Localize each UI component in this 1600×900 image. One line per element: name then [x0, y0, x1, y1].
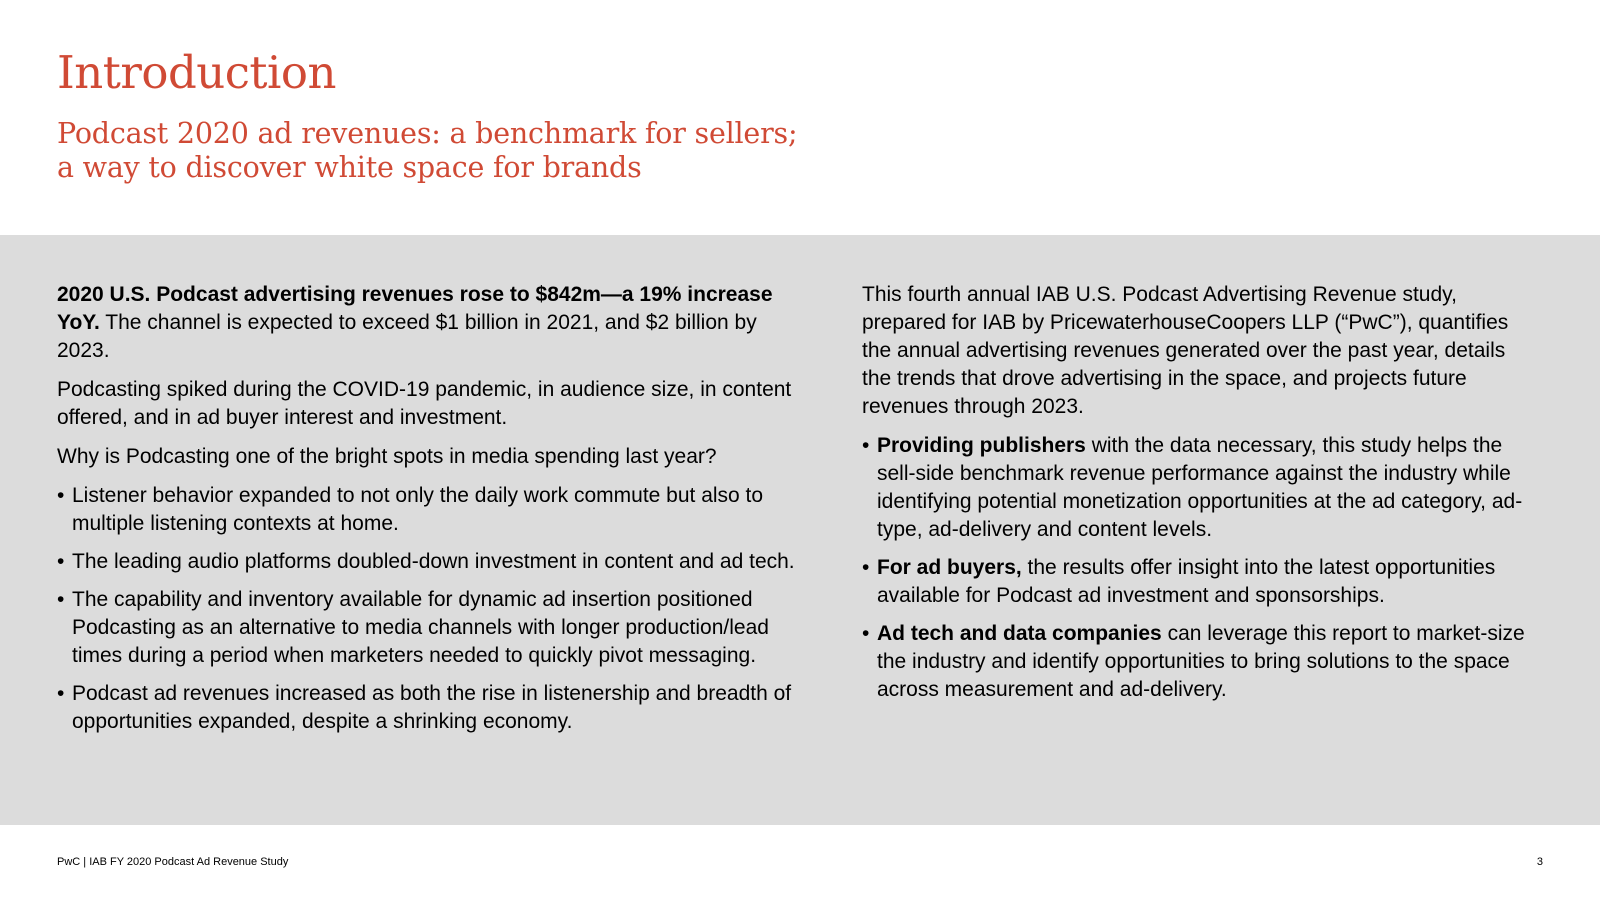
list-item-bold: Providing publishers — [877, 434, 1086, 457]
list-item — [862, 620, 1532, 704]
bullet-icon: • — [862, 434, 870, 457]
list-item — [57, 586, 802, 670]
right-paragraph-1: This fourth annual IAB U.S. Podcast Advertising Revenue study, prepared for IAB by PricewaterhouseCoopers LLP (“PwC”), quantifies the annual advertising revenues generated over the past year, details the trends that drove advertising in the space, and projects future revenues through 2023. — [862, 283, 1509, 418]
list-item-bold: Ad tech and data companies — [877, 622, 1162, 645]
right-bullet-list — [862, 432, 1532, 704]
page-title: Introduction — [57, 46, 336, 99]
page-number: 3 — [1536, 856, 1543, 868]
list-item — [57, 548, 802, 576]
list-item-text: The capability and inventory available for dynamic ad insertion positioned Podcasting as an alternative to media channels with longer production/lead times during a period when marketers needed to quickly pivot messaging. — [72, 588, 769, 667]
bullet-icon: • — [862, 622, 870, 645]
list-item-text: Podcast ad revenues increased as both the rise in listenership and breadth of opportunities expanded, despite a shrinking economy. — [72, 682, 792, 733]
list-item-text: Listener behavior expanded to not only the daily work commute but also to multiple listening contexts at home. — [72, 484, 764, 535]
left-paragraph-1-text: The channel is expected to exceed $1 billion in 2021, and $2 billion by 2023. — [57, 311, 757, 362]
list-item — [862, 432, 1532, 544]
subtitle-line-2: a way to discover white space for brands — [57, 151, 642, 184]
list-item-text: can leverage this report to market-size the industry and identify opportunities to bring solutions to the space across measurement and ad-delivery. — [877, 622, 1525, 701]
bullet-icon: • — [57, 682, 65, 705]
list-item — [862, 554, 1532, 610]
bullet-icon: • — [57, 484, 65, 507]
bullet-icon: • — [57, 588, 65, 611]
left-paragraph-1 — [57, 281, 802, 365]
left-paragraph-2: Podcasting spiked during the COVID-19 pandemic, in audience size, in content offered, and in ad buyer interest and investment. — [57, 378, 792, 429]
list-item-text: The leading audio platforms doubled-down investment in content and ad tech. — [72, 550, 795, 573]
list-item — [57, 680, 802, 736]
bullet-icon: • — [57, 550, 65, 573]
right-column — [862, 281, 1532, 714]
left-paragraph-1-bold: 2020 U.S. Podcast advertising revenues rose to $842m—a 19% increase YoY. — [57, 283, 773, 334]
left-paragraph-3: Why is Podcasting one of the bright spots in media spending last year? — [57, 445, 717, 468]
list-item-text: the results offer insight into the latest opportunities available for Podcast ad investment and sponsorships. — [877, 556, 1496, 607]
page-subtitle — [57, 117, 797, 185]
left-column — [57, 281, 802, 746]
subtitle-line-1: Podcast 2020 ad revenues: a benchmark for sellers; — [57, 117, 798, 150]
list-item-bold: For ad buyers, — [877, 556, 1022, 579]
bullet-icon: • — [862, 556, 870, 579]
left-bullet-list — [57, 482, 802, 736]
list-item-text: with the data necessary, this study helps the sell-side benchmark revenue performance against the industry while identifying potential monetization opportunities at the ad category, ad-type, ad-delivery and content levels. — [877, 434, 1523, 541]
list-item — [57, 482, 802, 538]
footer-source: PwC | IAB FY 2020 Podcast Ad Revenue Study — [57, 856, 289, 868]
